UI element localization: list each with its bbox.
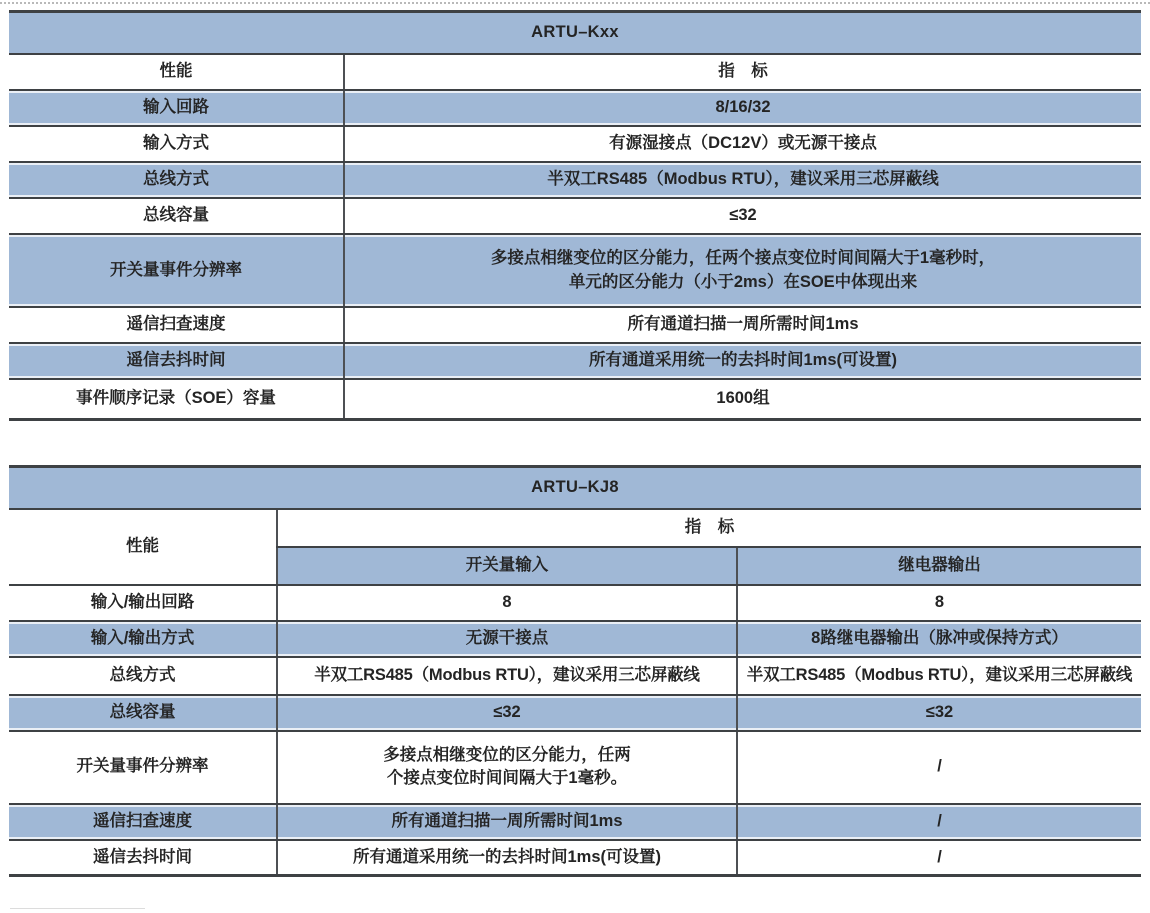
table-row <box>9 379 1141 419</box>
row-di-value-cell: 所有通道扫描一周所需时间1ms <box>277 804 737 840</box>
scan-artifact-line <box>10 908 145 909</box>
table1-perf-header-cell: 性能 <box>9 54 344 90</box>
page-top-rule <box>0 2 1150 4</box>
row-label-cell: 开关量事件分辨率 <box>9 731 277 804</box>
table2-indicator-header-cell: 指 标 <box>277 509 1141 547</box>
tables-gap <box>9 421 1141 465</box>
table1-header-row <box>9 54 1141 90</box>
table1-title-row <box>9 12 1141 55</box>
row-di-value-cell: 半双工RS485（Modbus RTU），建议采用三芯屏蔽线 <box>277 657 737 695</box>
table-row <box>9 657 1141 695</box>
row-label-cell: 遥信去抖时间 <box>9 343 344 379</box>
row-label-cell: 遥信去抖时间 <box>9 840 277 876</box>
table2-perf-header-cell: 性能 <box>9 509 277 585</box>
table2-title: ARTU–KJ8 <box>9 466 1141 509</box>
row-value-cell: 半双工RS485（Modbus RTU），建议采用三芯屏蔽线 <box>344 162 1141 198</box>
row-label-cell: 遥信扫查速度 <box>9 804 277 840</box>
row-value-cell: 有源湿接点（DC12V）或无源干接点 <box>344 126 1141 162</box>
row-label-cell: 输入方式 <box>9 126 344 162</box>
row-di-value-cell: 无源干接点 <box>277 621 737 657</box>
table2-di-header-cell: 开关量输入 <box>277 547 737 585</box>
row-di-value-cell: ≤32 <box>277 695 737 731</box>
row-label-cell: 输入回路 <box>9 90 344 126</box>
row-label-cell: 总线方式 <box>9 162 344 198</box>
row-di-value-cell <box>277 731 737 804</box>
artu-kxx-spec-table <box>9 10 1141 421</box>
table1-title: ARTU–Kxx <box>9 12 1141 55</box>
row-relay-value-cell: / <box>737 840 1141 876</box>
table-row <box>9 90 1141 126</box>
value-line: 多接点相继变位的区分能力，任两 <box>383 745 631 764</box>
row-relay-value-cell: ≤32 <box>737 695 1141 731</box>
table2-relay-header-cell: 继电器输出 <box>737 547 1141 585</box>
table-row <box>9 307 1141 343</box>
value-line: 个接点变位时间间隔大于1毫秒。 <box>386 769 628 787</box>
row-relay-value-cell: / <box>737 804 1141 840</box>
row-label-cell: 开关量事件分辨率 <box>9 234 344 307</box>
row-value-cell: ≤32 <box>344 198 1141 234</box>
table-row <box>9 731 1141 804</box>
row-value-cell <box>344 234 1141 307</box>
row-label-cell: 总线容量 <box>9 198 344 234</box>
table-row <box>9 840 1141 876</box>
row-label-cell: 输入/输出回路 <box>9 585 277 621</box>
value-line: 多接点相继变位的区分能力，任两个接点变位时间间隔大于1毫秒时， <box>490 249 996 268</box>
artu-kj8-spec-table <box>9 465 1141 878</box>
table-row <box>9 126 1141 162</box>
row-relay-value-cell: 8 <box>737 585 1141 621</box>
value-line: 单元的区分能力（小于2ms）在SOE中体现出来 <box>568 272 918 291</box>
row-relay-value-cell: 半双工RS485（Modbus RTU），建议采用三芯屏蔽线 <box>737 657 1141 695</box>
row-label-cell: 输入/输出方式 <box>9 621 277 657</box>
table1-indicator-header-cell: 指 标 <box>344 54 1141 90</box>
table-row <box>9 585 1141 621</box>
row-label-cell: 遥信扫查速度 <box>9 307 344 343</box>
row-value-cell: 所有通道采用统一的去抖时间1ms(可设置) <box>344 343 1141 379</box>
row-relay-value-cell: 8路继电器输出（脉冲或保持方式） <box>737 621 1141 657</box>
table2-title-row <box>9 466 1141 509</box>
table-row <box>9 621 1141 657</box>
tables-wrap <box>9 10 1141 877</box>
table-row <box>9 234 1141 307</box>
row-label-cell: 总线容量 <box>9 695 277 731</box>
row-di-value-cell: 所有通道采用统一的去抖时间1ms(可设置) <box>277 840 737 876</box>
row-label-cell: 事件顺序记录（SOE）容量 <box>9 379 344 419</box>
row-di-value-cell: 8 <box>277 585 737 621</box>
table-row <box>9 343 1141 379</box>
row-value-cell: 8/16/32 <box>344 90 1141 126</box>
table2-header-row-1 <box>9 509 1141 547</box>
table-row <box>9 162 1141 198</box>
table-row <box>9 804 1141 840</box>
row-value-cell: 所有通道扫描一周所需时间1ms <box>344 307 1141 343</box>
table-row <box>9 695 1141 731</box>
row-value-cell: 1600组 <box>344 379 1141 419</box>
table-row <box>9 198 1141 234</box>
row-relay-value-cell: / <box>737 731 1141 804</box>
row-label-cell: 总线方式 <box>9 657 277 695</box>
